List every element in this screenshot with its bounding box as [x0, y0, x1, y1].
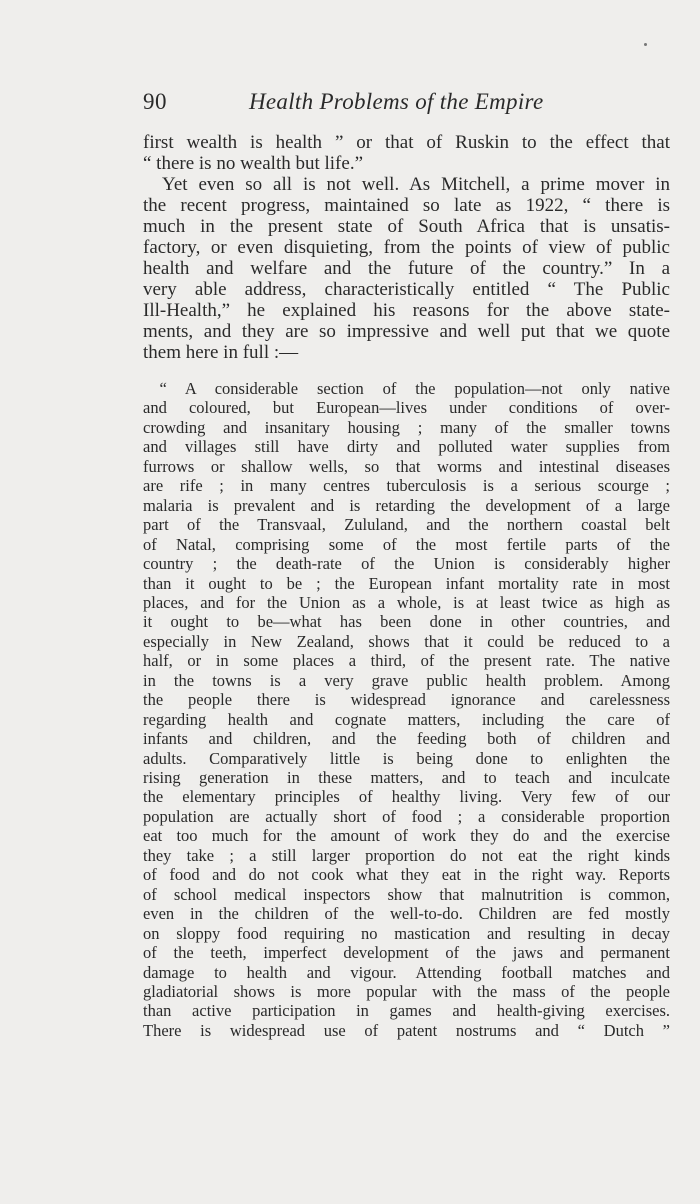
quote-line: “ A considerable section of the population—not only native [143, 379, 670, 398]
body-line: them here in full :— [143, 342, 299, 363]
quote-line: than active participation in games and health-giving exercises. [143, 1001, 670, 1021]
body-line: factory, or even disquieting, from the points of view of public [143, 237, 670, 258]
quote-line: of food and do not cook what they eat in the right way. Reports [143, 865, 670, 885]
body-line: health and welfare and the future of the country.” In a [143, 258, 670, 279]
quote-line: and villages still have dirty and polluted water supplies from [143, 437, 670, 457]
quote-line: than it ought to be ; the European infant mortality rate in most [143, 573, 670, 593]
body-line: ments, and they are so impressive and well put that we quote [143, 321, 670, 342]
quote-line: especially in New Zealand, shows that it could be reduced to a [143, 631, 670, 651]
quote-line: even in the children of the well-to-do. Children are fed mostly [143, 904, 670, 924]
quote-line: of the teeth, imperfect development of the jaws and permanent [143, 943, 670, 963]
quote-line: the elementary principles of healthy living. Very few of our [143, 787, 670, 807]
quote-line: eat too much for the amount of work they do and the exercise [143, 826, 670, 846]
body-line: much in the present state of South Africa that is unsatis- [143, 216, 670, 237]
quote-line: in the towns is a very grave public health problem. Among [143, 670, 670, 690]
quote-line: the people there is widespread ignorance and carelessness [143, 690, 670, 710]
quote-line: furrows or shallow wells, so that worms and intestinal diseases [143, 456, 670, 476]
quote-line: malaria is prevalent and is retarding the development of a large [143, 495, 670, 515]
quote-line: infants and children, and the feeding both of children and [143, 729, 670, 749]
quote-line: crowding and insanitary housing ; many of the smaller towns [143, 417, 670, 437]
quote-line: they take ; a still larger proportion do not eat the right kinds [143, 845, 670, 865]
quote-line: adults. Comparatively little is being done to enlighten the [143, 748, 670, 768]
quote-line: country ; the death-rate of the Union is considerably higher [143, 554, 670, 574]
page-number: 90 [143, 89, 167, 114]
running-title: Health Problems of the Empire [249, 89, 544, 114]
quote-line: on sloppy food requiring no mastication and resulting in decay [143, 923, 670, 943]
body-line: Ill-Health,” he explained his reasons for the above state- [143, 300, 670, 321]
body-line: Yet even so all is not well. As Mitchell, a prime mover in [143, 174, 670, 195]
page-speck [644, 43, 647, 46]
quote-line: population are actually short of food ; a considerable proportion [143, 806, 670, 826]
quote-line: half, or in some places a third, of the present rate. The native [143, 651, 670, 671]
body-line: very able address, characteristically entitled “ The Public [143, 279, 670, 300]
quote-line: damage to health and vigour. Attending football matches and [143, 962, 670, 982]
quote-line: of Natal, comprising some of the most fertile parts of the [143, 534, 670, 554]
body-line: the recent progress, maintained so late as 1922, “ there is [143, 195, 670, 216]
quote-line: regarding health and cognate matters, including the care of [143, 709, 670, 729]
quote-line: and coloured, but European—lives under conditions of over- [143, 398, 670, 418]
quote-line: part of the Transvaal, Zululand, and the northern coastal belt [143, 515, 670, 535]
quote-line: are rife ; in many centres tuberculosis is a serious scourge ; [143, 476, 670, 496]
quote-line: of school medical inspectors show that malnutrition is common, [143, 884, 670, 904]
quote-line: rising generation in these matters, and to teach and inculcate [143, 768, 670, 787]
quote-line: it ought to be—what has been done in other countries, and [143, 612, 670, 632]
quote-line: places, and for the Union as a whole, is at least twice as high as [143, 592, 670, 612]
body-line: first wealth is health ” or that of Ruskin to the effect that [143, 132, 670, 153]
quote-line: There is widespread use of patent nostrums and “ Dutch ” [143, 1020, 670, 1040]
quote-line: gladiatorial shows is more popular with the mass of the people [143, 981, 670, 1001]
body-line: “ there is no wealth but life.” [143, 153, 364, 174]
running-header [143, 89, 670, 123]
